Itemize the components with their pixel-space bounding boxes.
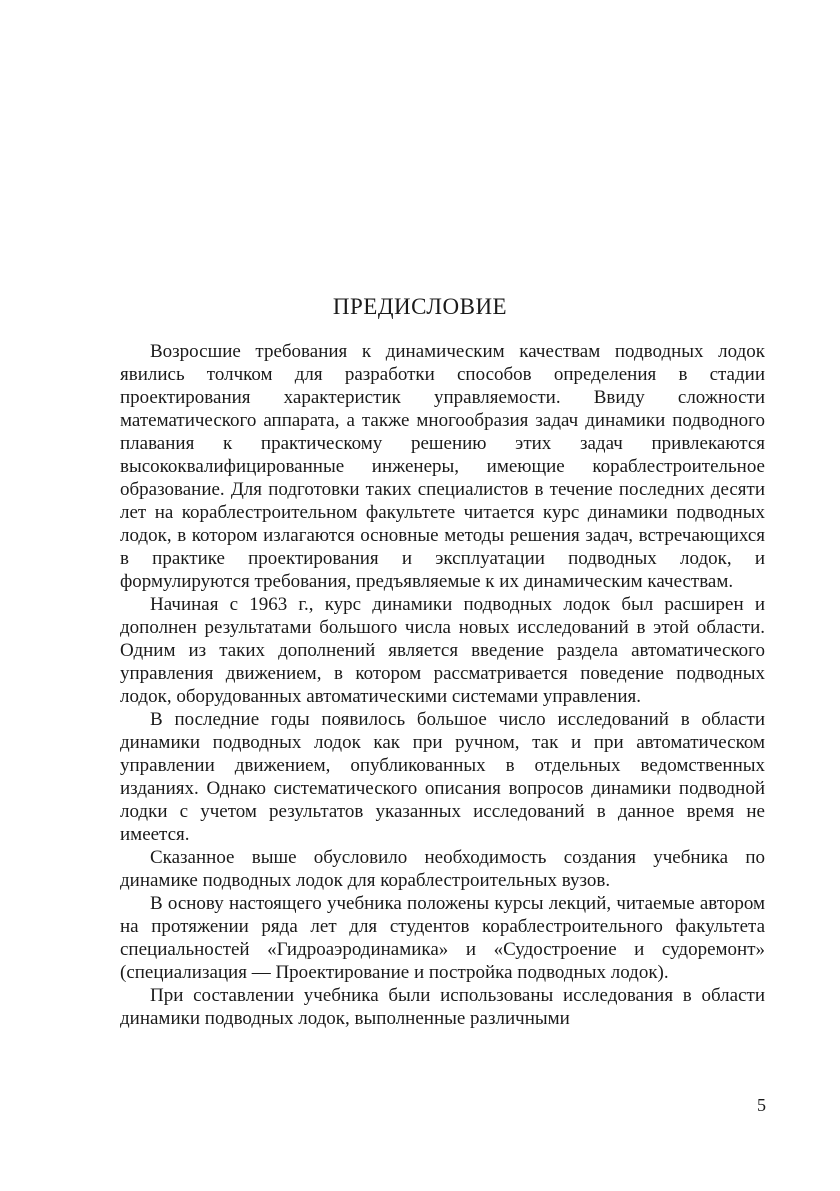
body-text <box>120 340 765 1030</box>
paragraph-1: Возросшие требования к динамическим качествам подводных лодок явились толчком для разработки способов определения в стадии проектирования характеристик управляемости. Ввиду сложности математического аппарата, а также многообразия задач динамики подводного плавания к практическому решению этих задач привлекаются высококвалифицированные инженеры, имеющие кораблестроительное образование. Для подготовки таких специалистов в течение последних десяти лет на кораблестроительном факультете читается курс динамики подводных лодок, в котором излагаются основные методы решения задач, встречающихся в практике проектирования и эксплуатации подводных лодок, и формулируются требования, предъявляемые к их динамическим качествам. <box>120 341 765 592</box>
paragraph-4: Сказанное выше обусловило необходимость создания учебника по динамике подводных лодок для кораблестроительных вузов. <box>120 847 765 891</box>
paragraph-6: При составлении учебника были использованы исследования в области динамики подводных лодок, выполненные различными <box>120 985 765 1029</box>
chapter-heading: ПРЕДИСЛОВИЕ <box>332 294 508 319</box>
paragraph-2: Начиная с 1963 г., курс динамики подводных лодок был расширен и дополнен результатами большого числа новых исследований в этой области. Одним из таких дополнений является введение раздела автоматического управления движением, в котором рассматривается поведение подводных лодок, оборудованных автоматическими системами управления. <box>120 594 765 707</box>
paragraph-3: В последние годы появилось большое число исследований в области динамики подводных лодок как при ручном, так и при автоматическом управлении движением, опубликованных в отдельных ведомственных изданиях. Однако систематического описания вопросов динамики подводной лодки с учетом результатов указанных исследований в данное время не имеется. <box>120 709 765 845</box>
page-number: 5 <box>757 1095 766 1115</box>
paragraph-5: В основу настоящего учебника положены курсы лекций, читаемые автором на протяжении ряда лет для студентов кораблестроительного факультета специальностей «Гидроаэродинамика» и «Судостроение и судоремонт» (специализация — Проектирование и постройка подводных лодок). <box>120 893 765 983</box>
